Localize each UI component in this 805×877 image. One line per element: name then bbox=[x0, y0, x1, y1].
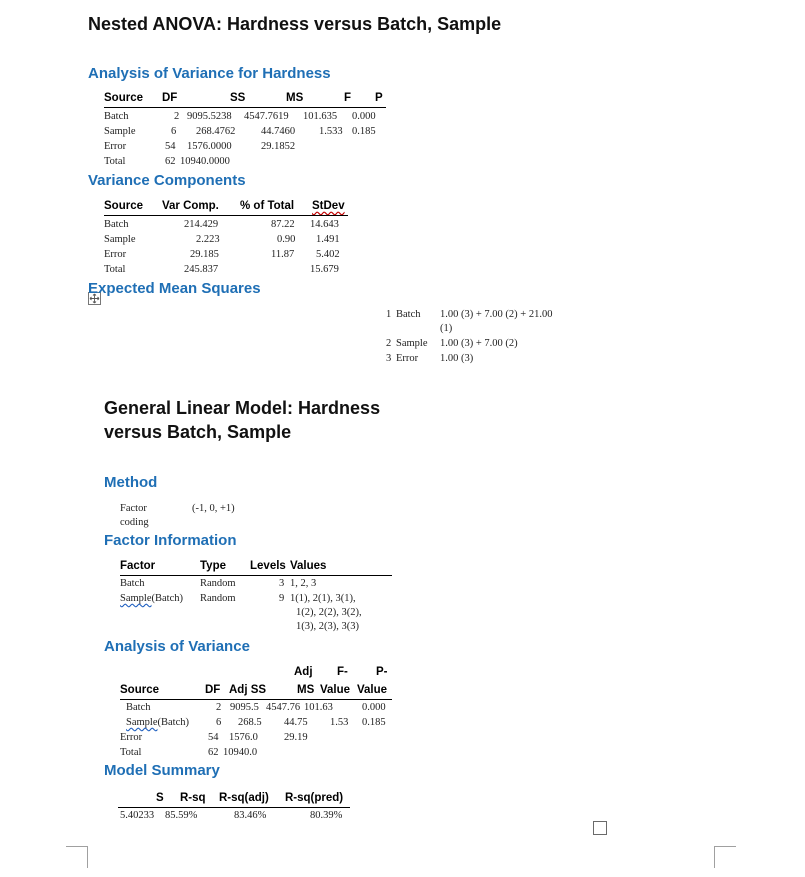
col-header-values: Values bbox=[290, 560, 327, 572]
method-label-line2: coding bbox=[120, 517, 149, 528]
anova-heading: Analysis of Variance for Hardness bbox=[88, 65, 331, 82]
checkbox-icon[interactable] bbox=[593, 821, 607, 835]
crop-mark-right-v bbox=[714, 846, 715, 868]
glm-anova-heading: Analysis of Variance bbox=[104, 638, 250, 655]
col-header-f: F bbox=[344, 92, 352, 104]
col-header-type: Type bbox=[200, 560, 226, 572]
glm-title-line1: General Linear Model: Hardness bbox=[104, 398, 381, 418]
method-heading: Method bbox=[104, 474, 158, 491]
col-header-source: Source bbox=[120, 684, 159, 696]
nested-anova-table: Source DF SS MS F P Batch 2 9095.5238 4547.7619 101.635 0.000 Sample 6 268.4762 44.7460 1.533 0.185 Error 54 1576.0000 29.1852 Total 62 10940.0000 bbox=[100, 92, 400, 172]
factor-information-heading: Factor Information bbox=[104, 532, 237, 549]
method-table bbox=[120, 501, 280, 533]
col-header-p: P bbox=[375, 92, 383, 104]
crop-mark-right-h bbox=[714, 846, 736, 847]
col-header-f-top: F- bbox=[337, 666, 348, 678]
col-header-adj-ms: MS bbox=[297, 684, 315, 696]
expected-mean-squares-table: 1 Batch 1.00 (3) + 7.00 (2) + 21.00 (1) 2 Sample 1.00 (3) + 7.00 (2) 3 Error 1.00 (3) bbox=[386, 309, 553, 364]
col-header-source: Source bbox=[104, 92, 143, 104]
variance-components-heading: Variance Components bbox=[88, 172, 246, 189]
col-header-r-sq: R-sq bbox=[180, 792, 206, 804]
col-header-adj: Adj bbox=[294, 666, 313, 678]
col-header-f-value: Value bbox=[320, 684, 351, 696]
model-summary-heading: Model Summary bbox=[104, 762, 220, 779]
col-header-p-value: Value bbox=[357, 684, 388, 696]
glm-title-line2: versus Batch, Sample bbox=[104, 422, 292, 442]
method-value: (-1, 0, +1) bbox=[192, 503, 235, 514]
method-label-line1: Factor bbox=[120, 503, 147, 514]
col-header-p-top: P- bbox=[376, 666, 388, 678]
crop-mark-left-v bbox=[87, 846, 88, 868]
col-header-r-sq-adj: R-sq(adj) bbox=[219, 792, 269, 804]
col-header-factor: Factor bbox=[120, 560, 156, 572]
col-header-source: Source bbox=[104, 200, 143, 212]
factor-information-table: Factor Type Levels Values Batch Random 3 1, 2, 3 Sample(Batch) Random 9 1(1), 2(1), 3(1), 1(2), 2(2), 3(2), 1(3), 2(3), 3(3) bbox=[116, 560, 396, 636]
col-header-levels: Levels bbox=[250, 560, 286, 572]
nested-anova-title: Nested ANOVA: Hardness versus Batch, Sample bbox=[88, 14, 502, 34]
model-summary-table: S R-sq R-sq(adj) R-sq(pred) 5.40233 85.59% 83.46% 80.39% bbox=[116, 792, 356, 826]
col-header-r-sq-pred: R-sq(pred) bbox=[285, 792, 344, 804]
col-header-adj-ss: Adj SS bbox=[229, 684, 267, 696]
glm-title bbox=[104, 396, 380, 444]
col-header-var-comp: Var Comp. bbox=[162, 200, 219, 212]
col-header-ms: MS bbox=[286, 92, 304, 104]
glm-anova-table: Adj F- P- Source DF Adj SS MS Value Value Batch 2 9095.5 4547.76 101.63 0.000 Sample(Batch) 6 268.5 44.75 1.53 0.185 Error 54 1576.0 29.19 Total 62 10940.0 bbox=[116, 666, 406, 762]
expected-mean-squares-heading: Expected Mean Squares bbox=[88, 280, 261, 297]
col-header-ss: SS bbox=[230, 92, 246, 104]
col-header-stdev: StDev bbox=[312, 200, 345, 212]
col-header-df: DF bbox=[162, 92, 178, 104]
variance-components-table: Source Var Comp. % of Total StDev Batch 214.429 87.22 14.643 Sample 2.223 0.90 1.491 Error 29.185 11.87 5.402 Total 245.837 15.679 bbox=[100, 200, 360, 280]
col-header-df: DF bbox=[205, 684, 221, 696]
col-header-pct-total: % of Total bbox=[240, 200, 295, 212]
col-header-s: S bbox=[156, 792, 164, 804]
crop-mark-left-h bbox=[66, 846, 88, 847]
